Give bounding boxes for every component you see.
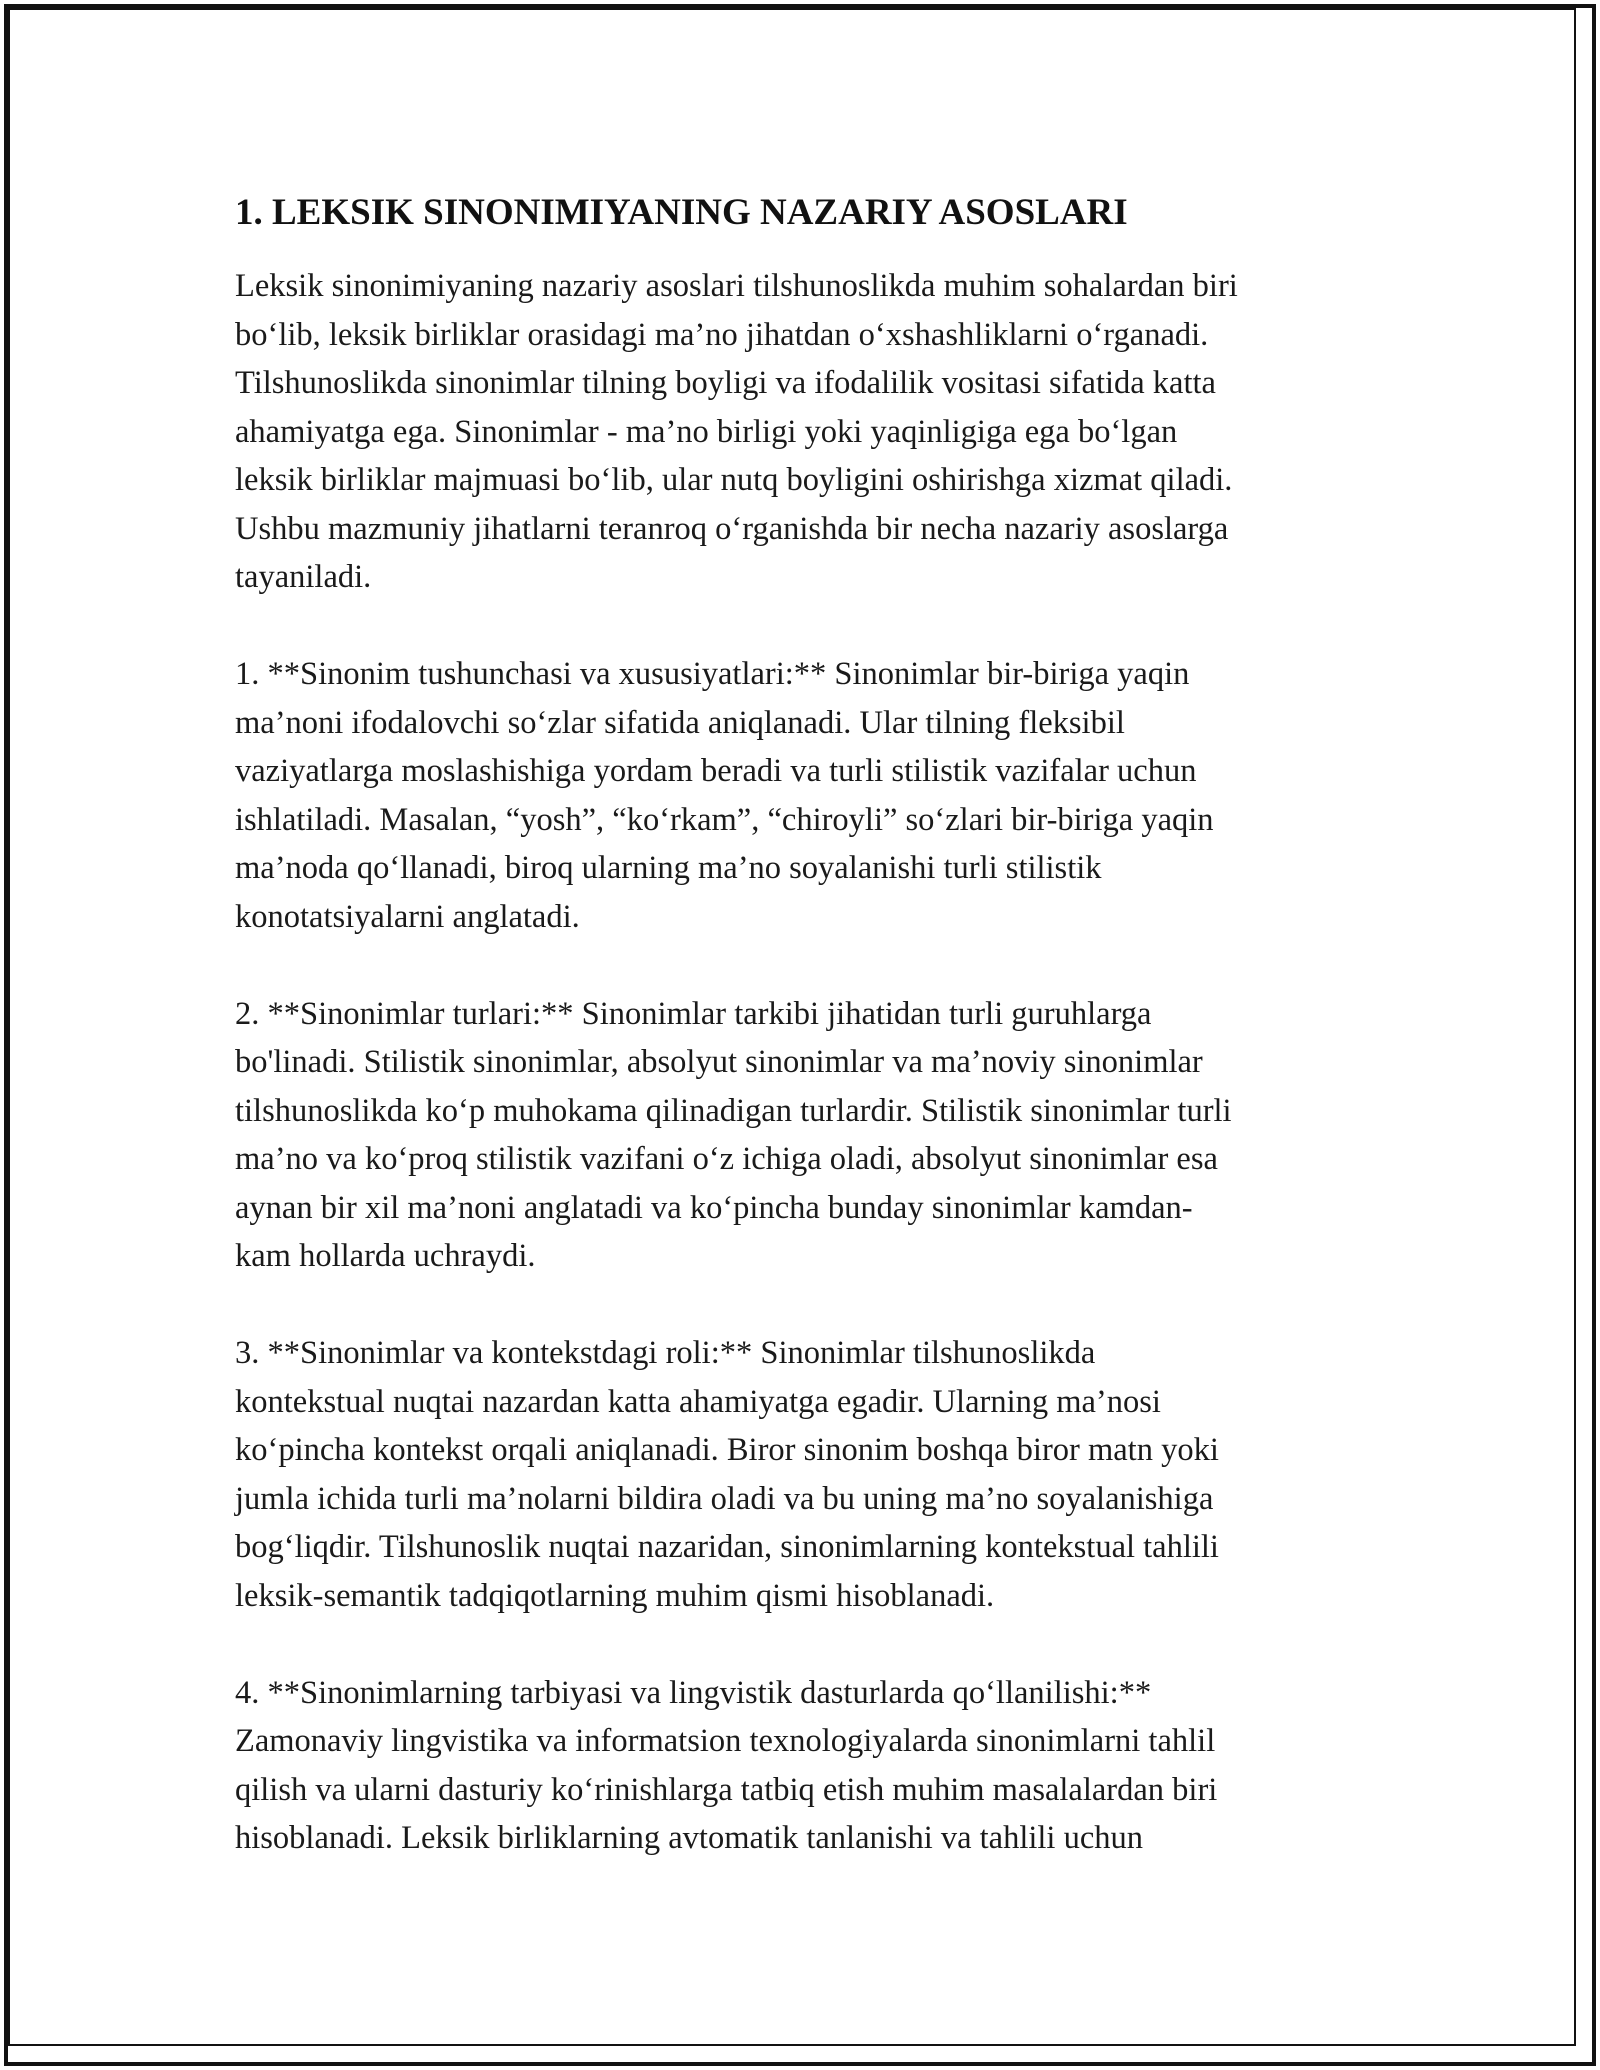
list-item-paragraph-4 (235, 1669, 1375, 1863)
text-line: 4. **Sinonimlarning tarbiyasi va lingvistik dasturlarda qo‘llanilishi:** (235, 1674, 1152, 1711)
text-line: konotatsiyalarni anglatadi. (235, 898, 580, 935)
document-body (235, 186, 1375, 1911)
text-line: ma’noni ifodalovchi so‘zlar sifatida aniqlanadi. Ular tilning fleksibil (235, 704, 1125, 741)
text-line: hisoblanadi. Leksik birliklarning avtomatik tanlanishi va tahlili uchun (235, 1820, 1144, 1856)
text-line: tilshunoslikda ko‘p muhokama qilinadigan turlardir. Stilistik sinonimlar turli (235, 1092, 1232, 1129)
text-line: vaziyatlarga moslashishiga yordam beradi va turli stilistik vazifalar uchun (235, 753, 1197, 789)
text-line: 3. **Sinonimlar va kontekstdagi roli:** Sinonimlar tilshunoslikda (235, 1335, 1096, 1371)
text-line: tayaniladi. (235, 559, 372, 595)
text-line: bo'linadi. Stilistik sinonimlar, absolyut sinonimlar va ma’noviy sinonimlar (235, 1044, 1203, 1080)
list-item-paragraph-1 (235, 650, 1375, 941)
text-line: Leksik sinonimiyaning nazariy asoslari tilshunoslikda muhim sohalardan biri (235, 268, 1238, 304)
text-line: leksik birliklar majmuasi bo‘lib, ular nutq boyligini oshirishga xizmat qiladi. (235, 462, 1233, 498)
section-heading: 1. LEKSIK SINONIMIYANING NAZARIY ASOSLARI (235, 192, 1128, 233)
text-line: jumla ichida turli ma’nolarni bildira oladi va bu uning ma’no soyalanishiga (235, 1480, 1214, 1517)
text-line: Ushbu mazmuniy jihatlarni teranroq o‘rganishda bir necha nazariy asoslarga (235, 510, 1229, 547)
text-line: ma’no va ko‘proq stilistik vazifani o‘z ichiga oladi, absolyut sinonimlar esa (235, 1141, 1218, 1177)
text-line: qilish va ularni dasturiy ko‘rinishlarga tatbiq etish muhim masalalardan biri (235, 1771, 1218, 1808)
text-line: bo‘lib, leksik birliklar orasidagi ma’no jihatdan o‘xshashliklarni o‘rganadi. (235, 316, 1209, 353)
text-line: ishlatiladi. Masalan, “yosh”, “ko‘rkam”, “chiroyli” so‘zlari bir-biriga yaqin (235, 801, 1214, 838)
text-line: kontekstual nuqtai nazardan katta ahamiyatga egadir. Ularning ma’nosi (235, 1383, 1161, 1420)
text-line: ahamiyatga ega. Sinonimlar - ma’no birligi yoki yaqinligiga ega bo‘lgan (235, 413, 1178, 450)
text-line: bog‘liqdir. Tilshunoslik nuqtai nazaridan, sinonimlarning kontekstual tahlili (235, 1529, 1219, 1565)
text-line: aynan bir xil ma’noni anglatadi va ko‘pincha bunday sinonimlar kamdan- (235, 1189, 1193, 1226)
text-line: 2. **Sinonimlar turlari:** Sinonimlar tarkibi jihatidan turli guruhlarga (235, 995, 1152, 1032)
text-line: kam hollarda uchraydi. (235, 1238, 536, 1274)
text-line: Zamonaviy lingvistika va informatsion texnologiyalarda sinonimlarni tahlil (235, 1723, 1216, 1759)
text-line: ma’noda qo‘llanadi, biroq ularning ma’no soyalanishi turli stilistik (235, 850, 1102, 886)
intro-paragraph (235, 262, 1375, 602)
text-line: 1. **Sinonim tushunchasi va xususiyatlari:** Sinonimlar bir-biriga yaqin (235, 656, 1190, 692)
list-item-paragraph-3 (235, 1329, 1375, 1620)
text-line: ko‘pincha kontekst orqali aniqlanadi. Biror sinonim boshqa biror matn yoki (235, 1432, 1219, 1468)
text-line: Tilshunoslikda sinonimlar tilning boyligi va ifodalilik vositasi sifatida katta (235, 365, 1216, 401)
text-line: leksik-semantik tadqiqotlarning muhim qismi hisoblanadi. (235, 1577, 995, 1614)
list-item-paragraph-2 (235, 990, 1375, 1281)
